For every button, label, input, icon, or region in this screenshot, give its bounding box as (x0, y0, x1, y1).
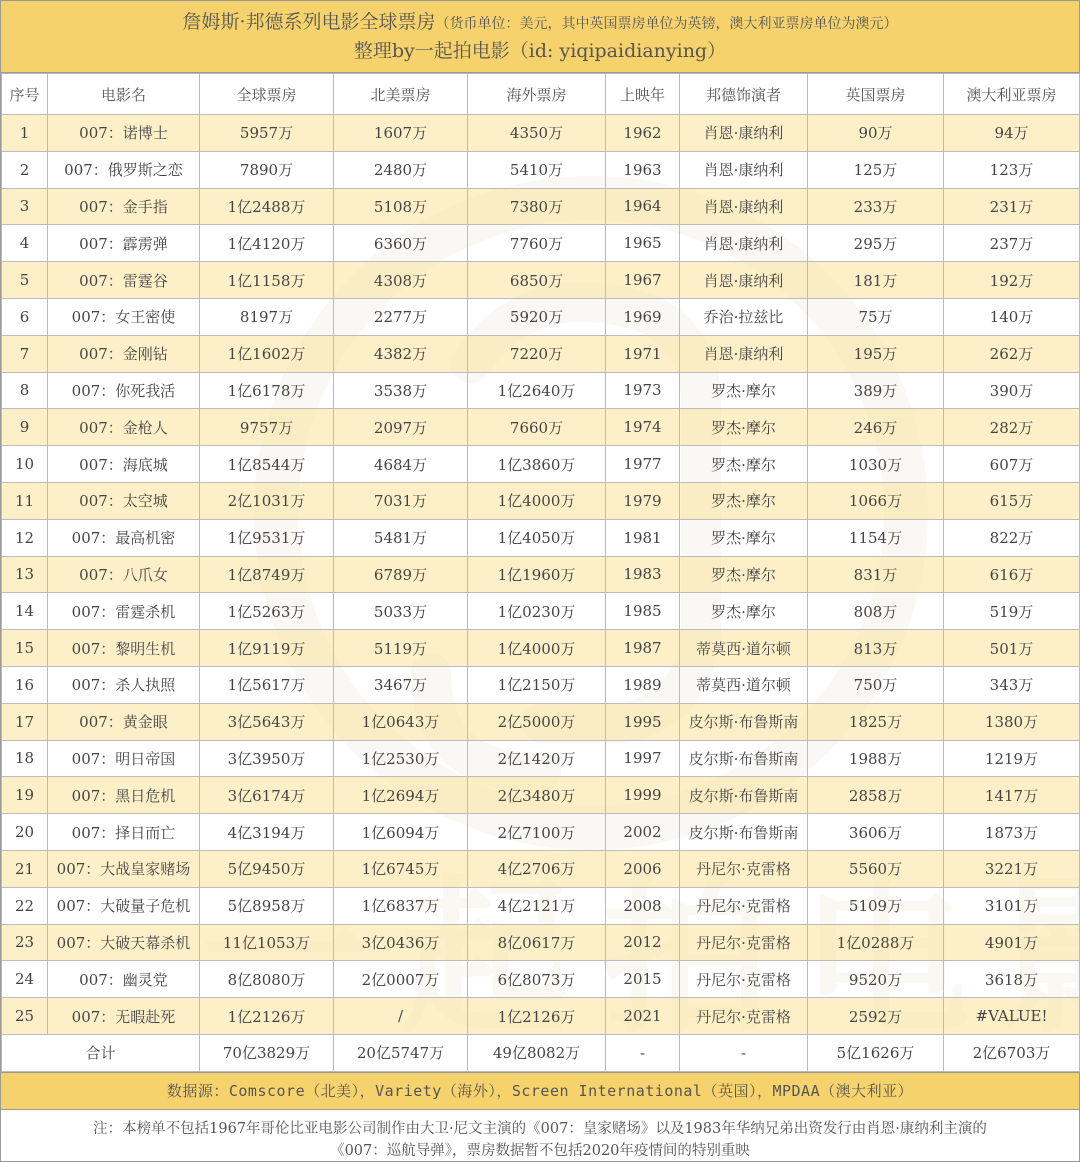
table-cell: 007：明日帝国 (48, 740, 200, 777)
table-cell: 1985 (606, 593, 680, 630)
table-cell: 2097万 (334, 409, 468, 446)
table-cell: 1亿8544万 (200, 446, 334, 483)
table-cell: 8亿0617万 (468, 924, 606, 961)
table-cell: 1亿0230万 (468, 593, 606, 630)
table-row (2, 115, 1080, 152)
table-cell: 7660万 (468, 409, 606, 446)
table-cell: 肖恩·康纳利 (680, 151, 808, 188)
table-cell: 1981 (606, 519, 680, 556)
table-cell: 7031万 (334, 482, 468, 519)
table-cell: 007：大破天幕杀机 (48, 924, 200, 961)
table-cell: 2015 (606, 961, 680, 998)
table-row (2, 777, 1080, 814)
table-cell: 007：雷霆杀机 (48, 593, 200, 630)
total-label: 合计 (2, 1034, 200, 1071)
table-cell: 1亿4000万 (468, 482, 606, 519)
table-cell: 007：大破量子危机 (48, 887, 200, 924)
table-cell: 5410万 (468, 151, 606, 188)
table-cell: 7380万 (468, 188, 606, 225)
table-cell: 6789万 (334, 556, 468, 593)
table-cell: 3618万 (944, 961, 1080, 998)
table-cell: 1 (2, 115, 48, 152)
table-cell: 2 (2, 151, 48, 188)
table-cell: 11亿1053万 (200, 924, 334, 961)
table-cell: 2亿0007万 (334, 961, 468, 998)
table-cell: 1亿1158万 (200, 262, 334, 299)
table-cell: 皮尔斯·布鲁斯南 (680, 740, 808, 777)
table-cell: 1983 (606, 556, 680, 593)
table-cell: 皮尔斯·布鲁斯南 (680, 814, 808, 851)
table-cell: 007：女王密使 (48, 298, 200, 335)
table-cell: 007：霹雳弹 (48, 225, 200, 262)
table-cell: 2592万 (808, 998, 944, 1035)
table-cell: 1997 (606, 740, 680, 777)
table-cell: 007：八爪女 (48, 556, 200, 593)
table-cell: 2008 (606, 887, 680, 924)
table-cell: 23 (2, 924, 48, 961)
table-cell: 2002 (606, 814, 680, 851)
table-cell: 007：幽灵党 (48, 961, 200, 998)
table-cell: 11 (2, 482, 48, 519)
table-cell: 1971 (606, 335, 680, 372)
table-cell: 007：杀人执照 (48, 666, 200, 703)
table-cell: 181万 (808, 262, 944, 299)
table-cell: 皮尔斯·布鲁斯南 (680, 703, 808, 740)
table-cell: 295万 (808, 225, 944, 262)
table-cell: 1977 (606, 446, 680, 483)
table-cell: 615万 (944, 482, 1080, 519)
table-cell: 2亿3480万 (468, 777, 606, 814)
table-cell: 1154万 (808, 519, 944, 556)
table-cell: 6亿8073万 (468, 961, 606, 998)
table-row (2, 372, 1080, 409)
table-cell: 3亿5643万 (200, 703, 334, 740)
table-cell: 123万 (944, 151, 1080, 188)
total-cell: 49亿8082万 (468, 1034, 606, 1071)
table-cell: 192万 (944, 262, 1080, 299)
table-cell: 10 (2, 446, 48, 483)
table-cell: 3亿3950万 (200, 740, 334, 777)
table-cell: 616万 (944, 556, 1080, 593)
table-cell: 2858万 (808, 777, 944, 814)
column-header: 邦德饰演者 (680, 74, 808, 115)
table-cell: 007：金手指 (48, 188, 200, 225)
table-cell: 1亿6178万 (200, 372, 334, 409)
table-cell: 7890万 (200, 151, 334, 188)
table-cell: 1亿0643万 (334, 703, 468, 740)
table-row (2, 188, 1080, 225)
total-cell: 2亿6703万 (944, 1034, 1080, 1071)
table-cell: 皮尔斯·布鲁斯南 (680, 777, 808, 814)
table-cell: 4350万 (468, 115, 606, 152)
table-cell: 1974 (606, 409, 680, 446)
table-cell: 22 (2, 887, 48, 924)
table-cell: 1987 (606, 630, 680, 667)
table-cell: 007：黑日危机 (48, 777, 200, 814)
table-cell: 4684万 (334, 446, 468, 483)
table-cell: 94万 (944, 115, 1080, 152)
table-cell: 9520万 (808, 961, 944, 998)
table-cell: 4382万 (334, 335, 468, 372)
table-cell: 90万 (808, 115, 944, 152)
table-cell: 007：诺博士 (48, 115, 200, 152)
table-cell: 1964 (606, 188, 680, 225)
table-row (2, 519, 1080, 556)
table-cell: 罗杰·摩尔 (680, 556, 808, 593)
data-source: 数据源：Comscore（北美），Variety（海外），Screen International（英国），MPDAA（澳大利亚） (1, 1072, 1079, 1110)
table-cell: 8197万 (200, 298, 334, 335)
table-cell: 2006 (606, 850, 680, 887)
table-row (2, 850, 1080, 887)
table-row (2, 446, 1080, 483)
table-cell: 1亿2530万 (334, 740, 468, 777)
table-cell: 1亿4050万 (468, 519, 606, 556)
table-cell: 1亿2150万 (468, 666, 606, 703)
table-cell: 肖恩·康纳利 (680, 115, 808, 152)
total-cell: - (680, 1034, 808, 1071)
table-cell: 3221万 (944, 850, 1080, 887)
table-cell: 13 (2, 556, 48, 593)
table-cell: 1亿2126万 (200, 998, 334, 1035)
column-header: 全球票房 (200, 74, 334, 115)
table-cell: 4亿2706万 (468, 850, 606, 887)
table-cell: 17 (2, 703, 48, 740)
table-cell: 3467万 (334, 666, 468, 703)
table-cell: 4 (2, 225, 48, 262)
table-cell: 1亿5263万 (200, 593, 334, 630)
table-cell: 21 (2, 850, 48, 887)
page-title: 詹姆斯·邦德系列电影全球票房 (182, 11, 436, 33)
table-cell: 12 (2, 519, 48, 556)
table-cell: 5 (2, 262, 48, 299)
table-row (2, 225, 1080, 262)
table-cell: 蒂莫西·道尔顿 (680, 630, 808, 667)
table-cell: 1亿6745万 (334, 850, 468, 887)
table-cell: 1亿2640万 (468, 372, 606, 409)
total-cell: - (606, 1034, 680, 1071)
table-cell: 2亿1031万 (200, 482, 334, 519)
column-header: 英国票房 (808, 74, 944, 115)
table-cell: 蒂莫西·道尔顿 (680, 666, 808, 703)
table-cell: 231万 (944, 188, 1080, 225)
table-cell: 25 (2, 998, 48, 1035)
table-cell: 2亿7100万 (468, 814, 606, 851)
table-cell: 282万 (944, 409, 1080, 446)
table-cell: 007：海底城 (48, 446, 200, 483)
table-cell: 7 (2, 335, 48, 372)
table-cell: 007：大战皇家赌场 (48, 850, 200, 887)
box-office-table (1, 73, 1080, 1072)
table-cell: 5亿9450万 (200, 850, 334, 887)
table-cell: 罗杰·摩尔 (680, 446, 808, 483)
table-cell: 1995 (606, 703, 680, 740)
table-row (2, 482, 1080, 519)
table-cell: 2277万 (334, 298, 468, 335)
table-cell: 1963 (606, 151, 680, 188)
table-cell: 1亿5617万 (200, 666, 334, 703)
table-cell: 4亿2121万 (468, 887, 606, 924)
table-cell: 007：无暇赴死 (48, 998, 200, 1035)
table-cell: 1亿3860万 (468, 446, 606, 483)
table-row (2, 593, 1080, 630)
table-cell: 罗杰·摩尔 (680, 482, 808, 519)
table-cell: / (334, 998, 468, 1035)
table-cell: 007：金刚钻 (48, 335, 200, 372)
table-cell: 1亿9119万 (200, 630, 334, 667)
table-row (2, 151, 1080, 188)
table-cell: 20 (2, 814, 48, 851)
table-cell: 007：黄金眼 (48, 703, 200, 740)
table-cell: 831万 (808, 556, 944, 593)
table-cell: 丹尼尔·克雷格 (680, 961, 808, 998)
table-cell: 14 (2, 593, 48, 630)
page-subtitle: 整理by一起拍电影（id: yiqipaidianying） (353, 40, 727, 62)
table-cell: 1219万 (944, 740, 1080, 777)
table-cell: 1973 (606, 372, 680, 409)
column-header: 电影名 (48, 74, 200, 115)
table-cell: 390万 (944, 372, 1080, 409)
table-cell: 1亿2488万 (200, 188, 334, 225)
table-cell: 1979 (606, 482, 680, 519)
table-cell: 丹尼尔·克雷格 (680, 887, 808, 924)
table-cell: 8 (2, 372, 48, 409)
table-cell: 195万 (808, 335, 944, 372)
table-cell: 1030万 (808, 446, 944, 483)
table-cell: 246万 (808, 409, 944, 446)
currency-note: （货币单位：美元，其中英国票房单位为英镑，澳大利亚票房单位为澳元） (435, 16, 898, 32)
table-cell: 007：雷霆谷 (48, 262, 200, 299)
table-cell: 5560万 (808, 850, 944, 887)
column-header: 北美票房 (334, 74, 468, 115)
table-cell: 1988万 (808, 740, 944, 777)
table-cell: 肖恩·康纳利 (680, 188, 808, 225)
table-cell: 007：择日而亡 (48, 814, 200, 851)
table-cell: 1965 (606, 225, 680, 262)
table-cell: 6360万 (334, 225, 468, 262)
table-cell: 1417万 (944, 777, 1080, 814)
table-cell: 5920万 (468, 298, 606, 335)
table-cell: 2021 (606, 998, 680, 1035)
table-cell: 1亿1602万 (200, 335, 334, 372)
footnote-line: 注：本榜单不包括1967年哥伦比亚电影公司制作由大卫·尼文主演的《007：皇家赌场》以及1983年华纳兄弟出资发行由肖恩·康纳利主演的 (93, 1120, 987, 1137)
table-cell: 1亿9531万 (200, 519, 334, 556)
table-cell: 607万 (944, 446, 1080, 483)
table-cell: 1380万 (944, 703, 1080, 740)
table-cell: 262万 (944, 335, 1080, 372)
table-cell: 007：你死我活 (48, 372, 200, 409)
table-cell: 1亿6094万 (334, 814, 468, 851)
table-cell: 6 (2, 298, 48, 335)
total-cell: 20亿5747万 (334, 1034, 468, 1071)
table-cell: 007：金枪人 (48, 409, 200, 446)
table-cell: 1607万 (334, 115, 468, 152)
total-cell: 70亿3829万 (200, 1034, 334, 1071)
table-row (2, 298, 1080, 335)
table-cell: 140万 (944, 298, 1080, 335)
table-cell: 1亿0288万 (808, 924, 944, 961)
table-cell: 丹尼尔·克雷格 (680, 924, 808, 961)
column-header: 海外票房 (468, 74, 606, 115)
table-cell: 7760万 (468, 225, 606, 262)
table-cell: 237万 (944, 225, 1080, 262)
table-cell: 343万 (944, 666, 1080, 703)
table-cell: 3亿6174万 (200, 777, 334, 814)
total-cell: 5亿1626万 (808, 1034, 944, 1071)
table-cell: 罗杰·摩尔 (680, 519, 808, 556)
table-cell: 5108万 (334, 188, 468, 225)
table-cell: 1亿4120万 (200, 225, 334, 262)
table-cell: 1962 (606, 115, 680, 152)
table-cell: 24 (2, 961, 48, 998)
table-cell: 肖恩·康纳利 (680, 262, 808, 299)
table-cell: 丹尼尔·克雷格 (680, 998, 808, 1035)
table-cell: 822万 (944, 519, 1080, 556)
table-cell: 5119万 (334, 630, 468, 667)
table-cell: #VALUE! (944, 998, 1080, 1035)
table-cell: 乔治·拉兹比 (680, 298, 808, 335)
column-header: 澳大利亚票房 (944, 74, 1080, 115)
table-cell: 18 (2, 740, 48, 777)
table-cell: 75万 (808, 298, 944, 335)
table-cell: 肖恩·康纳利 (680, 225, 808, 262)
table-cell: 7220万 (468, 335, 606, 372)
footnote (1, 1110, 1079, 1162)
table-cell: 15 (2, 630, 48, 667)
table-row (2, 630, 1080, 667)
table-cell: 3606万 (808, 814, 944, 851)
table-cell: 813万 (808, 630, 944, 667)
table-cell: 389万 (808, 372, 944, 409)
table-cell: 4亿3194万 (200, 814, 334, 851)
table-cell: 6850万 (468, 262, 606, 299)
table-cell: 5957万 (200, 115, 334, 152)
table-cell: 肖恩·康纳利 (680, 335, 808, 372)
table-cell: 125万 (808, 151, 944, 188)
table-cell: 5033万 (334, 593, 468, 630)
table-row (2, 556, 1080, 593)
table-row (2, 814, 1080, 851)
table-cell: 1967 (606, 262, 680, 299)
table-cell: 1873万 (944, 814, 1080, 851)
table-cell: 750万 (808, 666, 944, 703)
footnote-line: 《007：巡航导弹》，票房数据暂不包括2020年疫情间的特别重映 (330, 1142, 750, 1159)
table-cell: 9757万 (200, 409, 334, 446)
table-cell: 罗杰·摩尔 (680, 593, 808, 630)
column-header: 上映年 (606, 74, 680, 115)
table-cell: 2012 (606, 924, 680, 961)
table-cell: 007：黎明生机 (48, 630, 200, 667)
table-cell: 4901万 (944, 924, 1080, 961)
table-cell: 1999 (606, 777, 680, 814)
table-cell: 9 (2, 409, 48, 446)
table-cell: 4308万 (334, 262, 468, 299)
table-cell: 1989 (606, 666, 680, 703)
table-row (2, 924, 1080, 961)
table-cell: 808万 (808, 593, 944, 630)
table-cell: 1亿1960万 (468, 556, 606, 593)
table-cell: 5109万 (808, 887, 944, 924)
table-cell: 1825万 (808, 703, 944, 740)
table-cell: 5亿8958万 (200, 887, 334, 924)
table-cell: 2亿1420万 (468, 740, 606, 777)
table-cell: 3亿0436万 (334, 924, 468, 961)
table-cell: 1亿6837万 (334, 887, 468, 924)
title-line (1, 9, 1079, 37)
table-header-row (2, 74, 1080, 115)
table-cell: 1969 (606, 298, 680, 335)
table-cell: 罗杰·摩尔 (680, 372, 808, 409)
table-row (2, 998, 1080, 1035)
table-cell: 007：太空城 (48, 482, 200, 519)
table-cell: 1亿2694万 (334, 777, 468, 814)
table-row (2, 262, 1080, 299)
table-cell: 2亿5000万 (468, 703, 606, 740)
title-banner (1, 1, 1079, 73)
table-cell: 8亿8080万 (200, 961, 334, 998)
table-cell: 3538万 (334, 372, 468, 409)
table-cell: 19 (2, 777, 48, 814)
table-cell: 519万 (944, 593, 1080, 630)
total-row (2, 1034, 1080, 1071)
table-cell: 007：最高机密 (48, 519, 200, 556)
table-cell: 16 (2, 666, 48, 703)
table-cell: 1066万 (808, 482, 944, 519)
table-cell: 1亿2126万 (468, 998, 606, 1035)
table-row (2, 335, 1080, 372)
table-cell: 3101万 (944, 887, 1080, 924)
table-row (2, 961, 1080, 998)
table-row (2, 887, 1080, 924)
table-cell: 3 (2, 188, 48, 225)
table-row (2, 740, 1080, 777)
table-cell: 5481万 (334, 519, 468, 556)
table-cell: 1亿8749万 (200, 556, 334, 593)
table-cell: 007：俄罗斯之恋 (48, 151, 200, 188)
table-cell: 罗杰·摩尔 (680, 409, 808, 446)
table-cell: 501万 (944, 630, 1080, 667)
table-row (2, 703, 1080, 740)
table-cell: 丹尼尔·克雷格 (680, 850, 808, 887)
table-row (2, 409, 1080, 446)
table-cell: 1亿4000万 (468, 630, 606, 667)
table-cell: 2480万 (334, 151, 468, 188)
column-header: 序号 (2, 74, 48, 115)
table-cell: 233万 (808, 188, 944, 225)
table-row (2, 666, 1080, 703)
